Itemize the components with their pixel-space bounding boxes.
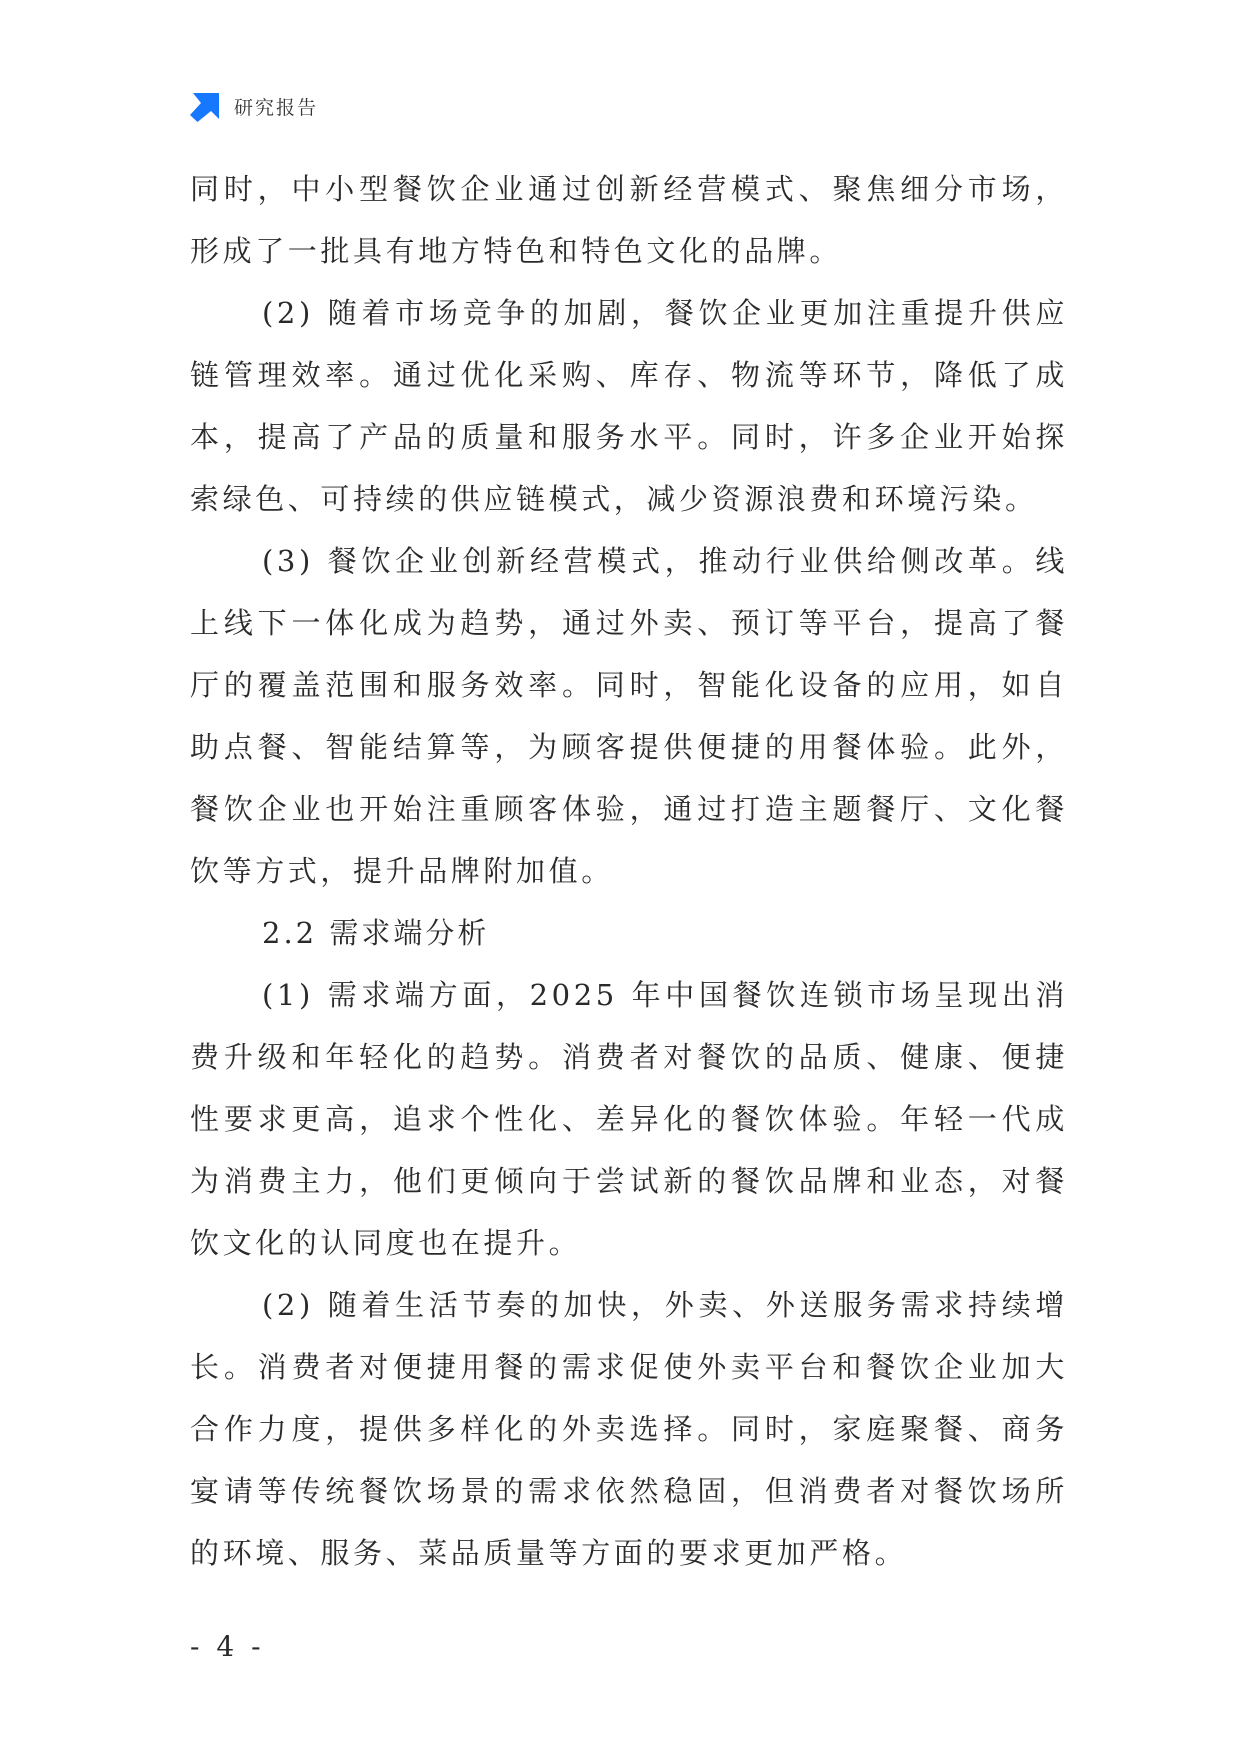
page-number: - 4 - xyxy=(190,1630,265,1663)
paragraph-demand-trend: (1) 需求端方面，2025 年中国餐饮连锁市场呈现出消费升级和年轻化的趋势。消费者对餐饮的品质、健康、便捷性要求更高，追求个性化、差异化的餐饮体验。年轻一代成为消费主力，他们更倾向于尝试新的餐饮品牌和业态，对餐饮文化的认同度也在提升。 xyxy=(190,978,1068,1260)
arrow-logo-icon xyxy=(190,90,222,122)
header-title: 研究报告 xyxy=(234,96,319,119)
paragraph-business-model: (3) 餐饮企业创新经营模式，推动行业供给侧改革。线上线下一体化成为趋势，通过外卖、预订等平台，提高了餐厅的覆盖范围和服务效率。同时，智能化设备的应用，如自助点餐、智能结算等，为顾客提供便捷的用餐体验。此外，餐饮企业也开始注重顾客体验，通过打造主题餐厅、文化餐饮等方式，提升品牌附加值。 xyxy=(190,544,1068,888)
document-body xyxy=(190,158,1068,1584)
paragraph-delivery-demand: (2) 随着生活节奏的加快，外卖、外送服务需求持续增长。消费者对便捷用餐的需求促使外卖平台和餐饮企业加大合作力度，提供多样化的外卖选择。同时，家庭聚餐、商务宴请等传统餐饮场景的需求依然稳固，但消费者对餐饮场所的环境、服务、菜品质量等方面的要求更加严格。 xyxy=(190,1288,1068,1570)
paragraph-supply-chain: (2) 随着市场竞争的加剧，餐饮企业更加注重提升供应链管理效率。通过优化采购、库存、物流等环节，降低了成本，提高了产品的质量和服务水平。同时，许多企业开始探索绿色、可持续的供应链模式，减少资源浪费和环境污染。 xyxy=(190,296,1068,516)
section-heading: 2.2 需求端分析 xyxy=(262,916,490,950)
page-header xyxy=(190,88,318,124)
paragraph-continuation: 同时，中小型餐饮企业通过创新经营模式、聚焦细分市场，形成了一批具有地方特色和特色文化的品牌。 xyxy=(190,172,1068,268)
